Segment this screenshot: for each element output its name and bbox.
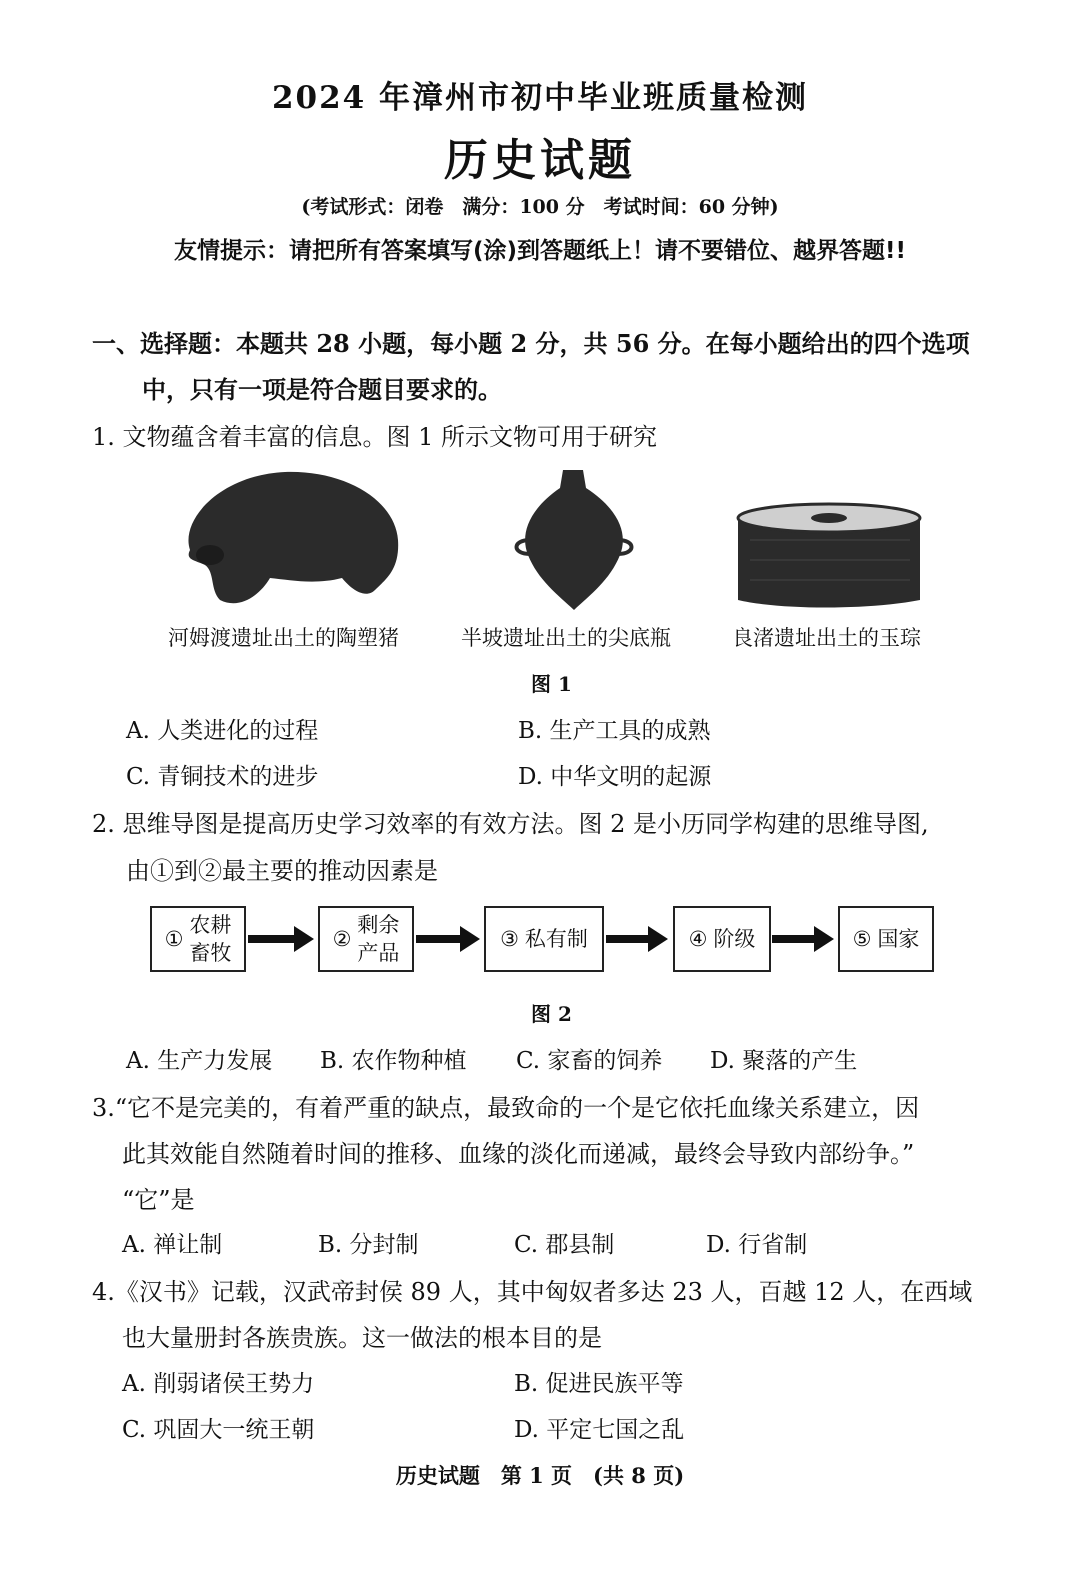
arrow-right-icon	[248, 935, 296, 943]
mindmap-node-2	[318, 906, 414, 972]
section-heading-line1: 一、选择题：本题共 28 小题，每小题 2 分，共 56 分。在每小题给出的四个选项	[92, 329, 970, 358]
arrow-head-icon	[814, 926, 834, 952]
figure-2-label: 图 2	[531, 1002, 572, 1026]
q2-stem-line2: 由①到②最主要的推动因素是	[126, 857, 438, 885]
page-footer: 历史试题 第 1 页 (共 8 页)	[395, 1463, 685, 1488]
q1-option-b[interactable]: B. 生产工具的成熟	[518, 718, 711, 744]
q4-option-d[interactable]: D. 平定七国之乱	[514, 1417, 685, 1443]
mindmap-node-4	[673, 906, 771, 972]
figure-1-label: 图 1	[531, 672, 572, 696]
q2-option-c[interactable]: C. 家畜的饲养	[516, 1048, 663, 1074]
q3-option-d[interactable]: D. 行省制	[706, 1232, 808, 1258]
q2-option-d[interactable]: D. 聚落的产生	[710, 1048, 858, 1074]
q2-option-a[interactable]: A. 生产力发展	[126, 1048, 273, 1074]
q3-option-a[interactable]: A. 禅让制	[122, 1232, 223, 1258]
q3-stem-line2: 此其效能自然随着时间的推移、血缘的淡化而递减，最终会导致内部纷争。”	[122, 1140, 915, 1168]
mindmap-node-1	[150, 906, 246, 972]
mindmap-node-3	[484, 906, 604, 972]
q4-stem-line1: 4.《汉书》记载，汉武帝封侯 89 人，其中匈奴者多达 23 人，百越 12 人，在西域	[92, 1278, 973, 1306]
node-number: ③	[500, 927, 519, 951]
q3-stem-line3: “它”是	[122, 1186, 195, 1214]
node-number: ④	[688, 927, 708, 951]
node-number: ①	[164, 927, 184, 951]
pointed-bottom-bottle-image	[517, 470, 632, 610]
node-text: 私有制	[524, 927, 588, 951]
node-text: 剩余	[357, 913, 400, 937]
q1-figure-artifacts	[150, 460, 950, 620]
mindmap-node-5	[838, 906, 934, 972]
node-number: ⑤	[852, 927, 872, 951]
node-number: ②	[332, 927, 352, 951]
q2-stem-line1: 2. 思维导图是提高历史学习效率的有效方法。图 2 是小历同学构建的思维导图,	[92, 810, 929, 838]
q3-option-b[interactable]: B. 分封制	[318, 1232, 419, 1258]
q1-stem: 1. 文物蕴含着丰富的信息。图 1 所示文物可用于研究	[92, 423, 658, 451]
caption-pointed-bottle: 半坡遗址出土的尖底瓶	[461, 626, 671, 650]
q1-option-d[interactable]: D. 中华文明的起源	[518, 764, 712, 790]
arrow-right-icon	[606, 935, 650, 943]
section-heading-line2: 中，只有一项是符合题目要求的。	[142, 375, 502, 404]
exam-title: 2024 年漳州市初中毕业班质量检测	[271, 80, 809, 116]
arrow-right-icon	[772, 935, 816, 943]
jade-cong-image	[738, 504, 920, 608]
q1-option-c[interactable]: C. 青铜技术的进步	[126, 764, 319, 790]
node-text: 阶级	[713, 927, 756, 951]
node-text: 产品	[357, 941, 400, 965]
node-text: 农耕	[189, 913, 232, 937]
q3-stem-line1: 3.“它不是完美的，有着严重的缺点，最致命的一个是它依托血缘关系建立，因	[92, 1094, 920, 1122]
q4-option-c[interactable]: C. 巩固大一统王朝	[122, 1417, 315, 1443]
arrow-head-icon	[294, 926, 314, 952]
answer-tip: 友情提示：请把所有答案填写(涂)到答题纸上！请不要错位、越界答题!!	[173, 238, 906, 264]
exam-meta: (考试形式：闭卷 满分：100 分 考试时间：60 分钟)	[301, 196, 779, 218]
q4-option-b[interactable]: B. 促进民族平等	[514, 1371, 684, 1397]
subject-title: 历史试题	[444, 135, 636, 186]
caption-pottery-pig: 河姆渡遗址出土的陶塑猪	[168, 626, 399, 650]
arrow-head-icon	[460, 926, 480, 952]
q4-stem-line2: 也大量册封各族贵族。这一做法的根本目的是	[122, 1324, 602, 1352]
arrow-right-icon	[416, 935, 462, 943]
caption-jade-cong: 良渚遗址出土的玉琮	[732, 626, 921, 650]
q4-option-a[interactable]: A. 削弱诸侯王势力	[122, 1371, 315, 1397]
node-text: 国家	[877, 927, 920, 951]
q3-option-c[interactable]: C. 郡县制	[514, 1232, 615, 1258]
pottery-pig-image	[188, 472, 398, 603]
node-text: 畜牧	[189, 941, 232, 965]
q1-option-a[interactable]: A. 人类进化的过程	[126, 718, 319, 744]
arrow-head-icon	[648, 926, 668, 952]
q2-option-b[interactable]: B. 农作物种植	[320, 1048, 467, 1074]
